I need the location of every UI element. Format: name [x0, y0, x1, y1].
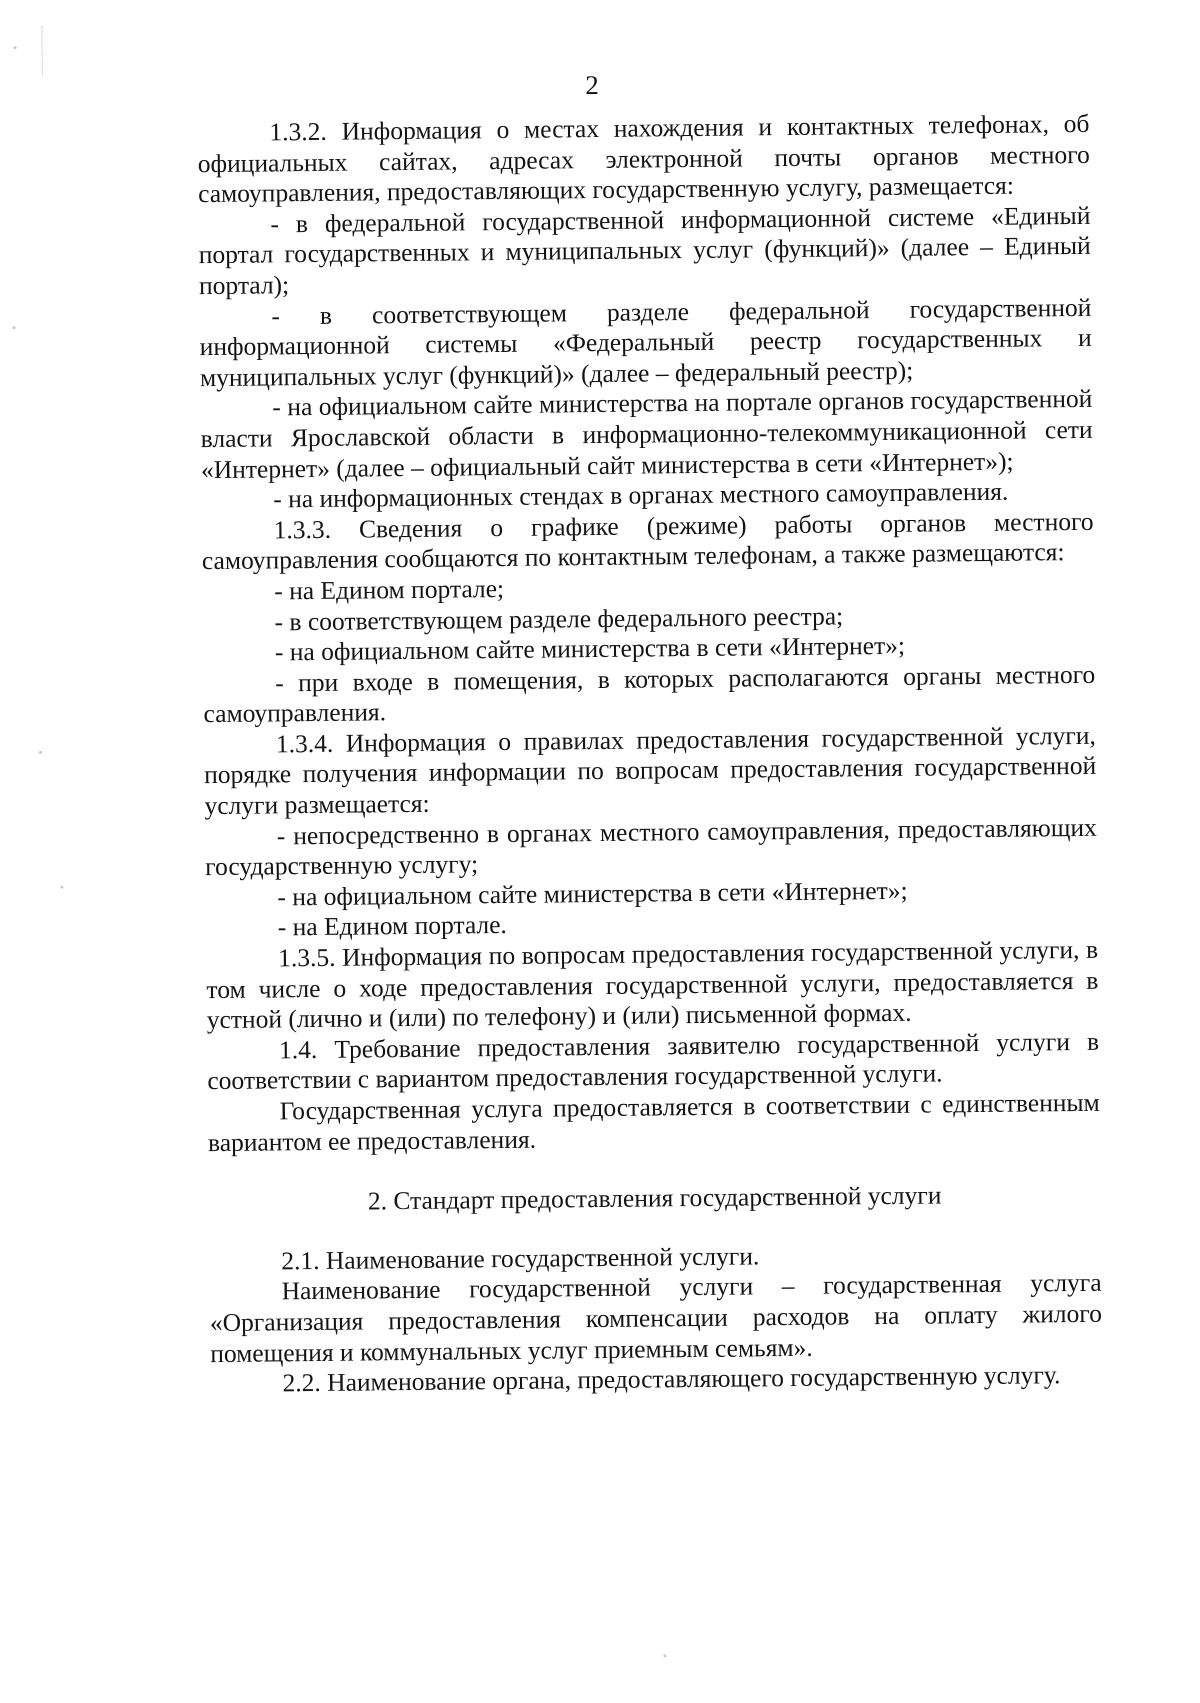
scan-speck: [60, 886, 63, 889]
paragraph-1-3-2: 1.3.2. Информация о местах нахождения и контактных телефонах, об официальных сайтах, адресах электронной почты органов местного самоуправления, предоставляющих государственную услугу, размещается:: [197, 108, 1090, 209]
binding-mark: [41, 26, 45, 76]
list-item: - на Едином портале;: [274, 573, 505, 606]
list-item: - при входе в помещения, в которых располагаются органы местного самоуправления.: [203, 659, 1096, 729]
list-item: - в федеральной государственной информационной системе «Единый портал государственных и муниципальных услуг (функций)» (далее – Единый портал);: [198, 200, 1091, 301]
scan-speck: [12, 326, 15, 329]
paragraph-1-3-5: 1.3.5. Информация по вопросам предоставления государственной услуги, в том числе о ходе предоставления государственной услуги, предоставляется в устной (лично и (или) по телефону) и (или) письменной формах.: [206, 934, 1099, 1035]
section-heading: 2. Стандарт предоставления государственной услуги: [367, 1180, 942, 1216]
paragraph-1-4: 1.4. Требование предоставления заявителю государственной услуги в соответствии с вариантом предоставления государственной услуги.: [207, 1026, 1100, 1096]
paragraph-2-2: 2.2. Наименование органа, предоставляющего государственную услугу.: [282, 1360, 1061, 1398]
scan-speck: [39, 751, 42, 754]
scan-speck: [14, 46, 17, 49]
document-body: [197, 109, 1102, 1400]
page-number: 2: [585, 69, 599, 101]
list-item: - на официальном сайте министерства на портале органов государственной власти Ярославской области в информационно-телекоммуникационной сети «Интернет» (далее – официальный сайт министерства в сети «Интернет»);: [200, 384, 1093, 484]
list-item: - в соответствующем разделе федерального реестра;: [274, 600, 844, 636]
list-item: - непосредственно в органах местного самоуправления, предоставляющих государственную услугу;: [205, 812, 1097, 882]
paragraph: Наименование государственной услуги – государственная услуга «Организация предоставления компенсации расходов на оплату жилого помещения и коммунальных услуг приемным семьям».: [209, 1268, 1103, 1368]
list-item: - в соответствующем разделе федеральной государственной информационной системы «Федеральный реестр государственных и муниципальных услуг (функций)» (далее – федеральный реестр);: [199, 292, 1092, 392]
list-item: - на официальном сайте министерства в сети «Интернет»;: [274, 630, 906, 667]
paragraph-1-3-3: 1.3.3. Сведения о графике (режиме) работы органов местного самоуправления сообщаются по контактным телефонам, а также размещаются:: [201, 506, 1094, 576]
list-item: - на официальном сайте министерства в сети «Интернет»;: [277, 875, 908, 912]
paragraph: Государственная услуга предоставляется в соответствии с единственным вариантом ее предоставления.: [207, 1087, 1100, 1157]
paragraph-2-1: 2.1. Наименование государственной услуги.: [281, 1241, 760, 1276]
list-item: - на информационных стендах в органах местного самоуправления.: [273, 476, 1009, 514]
scan-speck: [663, 1654, 666, 1657]
paragraph-1-3-4: 1.3.4. Информация о правилах предоставления государственной услуги, порядке получения информации по вопросам предоставления государственной услуги размещается:: [204, 720, 1097, 821]
list-item: - на Едином портале.: [277, 910, 507, 942]
